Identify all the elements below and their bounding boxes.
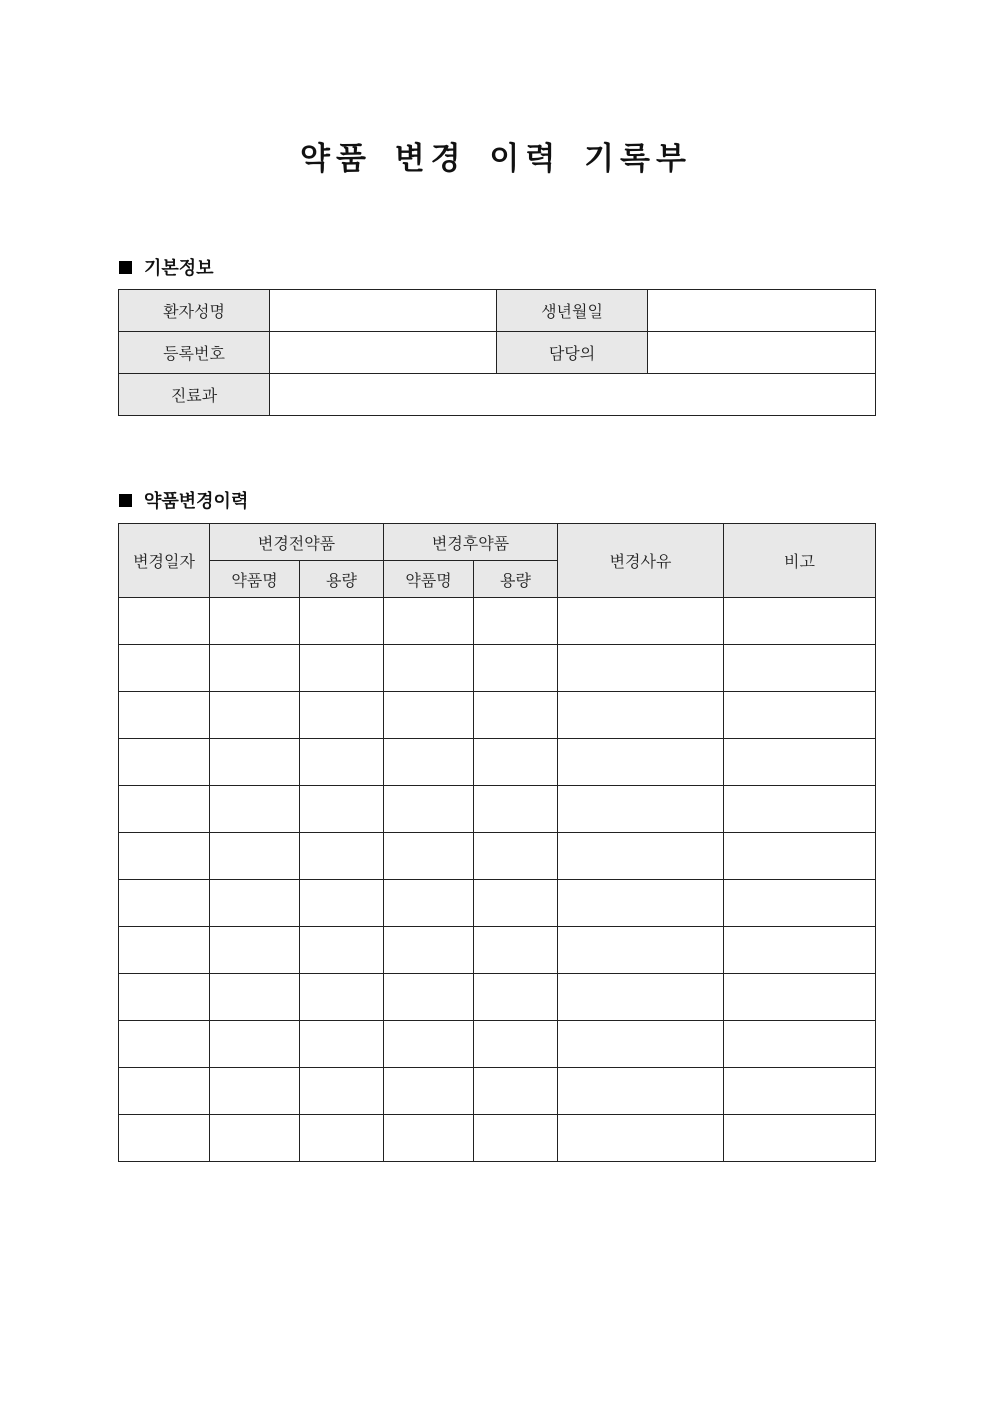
- square-bullet-icon: [119, 494, 132, 507]
- change-date-cell[interactable]: [119, 1068, 210, 1115]
- remarks-header: 비고: [724, 524, 876, 598]
- after-dosage-cell[interactable]: [474, 1068, 558, 1115]
- after-dosage-cell[interactable]: [474, 598, 558, 645]
- before-dosage-cell[interactable]: [300, 739, 384, 786]
- before-dosage-cell[interactable]: [300, 1021, 384, 1068]
- department-label: 진료과: [119, 374, 270, 416]
- before-drug-name-cell[interactable]: [210, 692, 300, 739]
- remarks-cell[interactable]: [724, 645, 876, 692]
- after-dosage-cell[interactable]: [474, 833, 558, 880]
- change-reason-cell[interactable]: [558, 739, 724, 786]
- before-drug-name-cell[interactable]: [210, 786, 300, 833]
- history-heading: [119, 487, 248, 513]
- change-date-cell[interactable]: [119, 880, 210, 927]
- before-dosage-cell[interactable]: [300, 927, 384, 974]
- history-title: 약품변경이력: [144, 491, 249, 512]
- before-drug-name-cell[interactable]: [210, 927, 300, 974]
- before-drug-header: 변경전약품: [210, 524, 384, 561]
- table-row: [119, 974, 876, 1021]
- change-reason-cell[interactable]: [558, 692, 724, 739]
- remarks-cell[interactable]: [724, 974, 876, 1021]
- table-row: [119, 692, 876, 739]
- change-reason-header: 변경사유: [558, 524, 724, 598]
- before-drug-name-cell[interactable]: [210, 1068, 300, 1115]
- table-row: [119, 1021, 876, 1068]
- remarks-cell[interactable]: [724, 833, 876, 880]
- before-dosage-cell[interactable]: [300, 880, 384, 927]
- remarks-cell[interactable]: [724, 880, 876, 927]
- change-date-cell[interactable]: [119, 927, 210, 974]
- basic-info-table: [118, 289, 876, 416]
- change-date-cell[interactable]: [119, 1021, 210, 1068]
- after-drug-name-cell[interactable]: [384, 1021, 474, 1068]
- physician-label: 담당의: [497, 332, 648, 374]
- remarks-cell[interactable]: [724, 786, 876, 833]
- before-dosage-cell[interactable]: [300, 1115, 384, 1162]
- change-reason-cell[interactable]: [558, 1021, 724, 1068]
- registration-no-label: 등록번호: [119, 332, 270, 374]
- table-row: [119, 927, 876, 974]
- table-row: [119, 833, 876, 880]
- square-bullet-icon: [119, 261, 132, 274]
- before-dosage-cell[interactable]: [300, 786, 384, 833]
- before-dosage-cell[interactable]: [300, 598, 384, 645]
- after-dosage-cell[interactable]: [474, 1115, 558, 1162]
- basic-info-title: 기본정보: [144, 258, 214, 279]
- before-drug-name-cell[interactable]: [210, 1021, 300, 1068]
- department-field[interactable]: [270, 374, 876, 416]
- page-title: 약품 변경 이력 기록부: [300, 141, 692, 177]
- change-date-cell[interactable]: [119, 598, 210, 645]
- after-drug-header: 변경후약품: [384, 524, 558, 561]
- before-dosage-header: 용량: [300, 561, 384, 598]
- before-drug-name-cell[interactable]: [210, 974, 300, 1021]
- after-drug-name-cell[interactable]: [384, 927, 474, 974]
- table-row: [119, 1115, 876, 1162]
- table-row: [119, 880, 876, 927]
- change-reason-cell[interactable]: [558, 927, 724, 974]
- change-reason-cell[interactable]: [558, 1115, 724, 1162]
- change-reason-cell[interactable]: [558, 833, 724, 880]
- before-drug-name-cell[interactable]: [210, 833, 300, 880]
- table-row: [119, 739, 876, 786]
- before-dosage-cell[interactable]: [300, 1068, 384, 1115]
- registration-no-field[interactable]: [270, 332, 497, 374]
- change-reason-cell[interactable]: [558, 786, 724, 833]
- table-row: [119, 786, 876, 833]
- after-drug-name-cell[interactable]: [384, 692, 474, 739]
- change-date-cell[interactable]: [119, 739, 210, 786]
- change-date-cell[interactable]: [119, 1115, 210, 1162]
- after-dosage-cell[interactable]: [474, 927, 558, 974]
- change-reason-cell[interactable]: [558, 880, 724, 927]
- change-date-cell[interactable]: [119, 786, 210, 833]
- change-reason-cell[interactable]: [558, 645, 724, 692]
- before-drug-name-cell[interactable]: [210, 739, 300, 786]
- before-drug-name-cell[interactable]: [210, 598, 300, 645]
- after-drug-name-cell[interactable]: [384, 739, 474, 786]
- remarks-cell[interactable]: [724, 692, 876, 739]
- before-dosage-cell[interactable]: [300, 645, 384, 692]
- change-reason-cell[interactable]: [558, 1068, 724, 1115]
- remarks-cell[interactable]: [724, 598, 876, 645]
- after-dosage-cell[interactable]: [474, 974, 558, 1021]
- remarks-cell[interactable]: [724, 927, 876, 974]
- remarks-cell[interactable]: [724, 739, 876, 786]
- table-row: [119, 598, 876, 645]
- remarks-cell[interactable]: [724, 1115, 876, 1162]
- before-dosage-cell[interactable]: [300, 833, 384, 880]
- before-drug-name-cell[interactable]: [210, 880, 300, 927]
- after-dosage-cell[interactable]: [474, 739, 558, 786]
- table-row: [119, 1068, 876, 1115]
- drug-history-table: [118, 523, 876, 1162]
- after-dosage-header: 용량: [474, 561, 558, 598]
- before-dosage-cell[interactable]: [300, 692, 384, 739]
- after-drug-name-cell[interactable]: [384, 786, 474, 833]
- before-drug-name-cell[interactable]: [210, 1115, 300, 1162]
- after-drug-name-cell[interactable]: [384, 880, 474, 927]
- change-date-cell[interactable]: [119, 645, 210, 692]
- table-row: [119, 645, 876, 692]
- change-reason-cell[interactable]: [558, 974, 724, 1021]
- before-dosage-cell[interactable]: [300, 974, 384, 1021]
- birth-date-field[interactable]: [648, 290, 876, 332]
- change-date-header: 변경일자: [119, 524, 210, 598]
- after-drug-name-cell[interactable]: [384, 1115, 474, 1162]
- after-dosage-cell[interactable]: [474, 1021, 558, 1068]
- before-drug-name-header: 약품명: [210, 561, 300, 598]
- change-date-cell[interactable]: [119, 692, 210, 739]
- before-drug-name-cell[interactable]: [210, 645, 300, 692]
- after-drug-name-header: 약품명: [384, 561, 474, 598]
- after-drug-name-cell[interactable]: [384, 598, 474, 645]
- after-drug-name-cell[interactable]: [384, 833, 474, 880]
- after-drug-name-cell[interactable]: [384, 645, 474, 692]
- basic-info-heading: [119, 254, 214, 280]
- change-date-cell[interactable]: [119, 833, 210, 880]
- patient-name-field[interactable]: [270, 290, 497, 332]
- remarks-cell[interactable]: [724, 1021, 876, 1068]
- after-dosage-cell[interactable]: [474, 880, 558, 927]
- after-dosage-cell[interactable]: [474, 645, 558, 692]
- after-dosage-cell[interactable]: [474, 692, 558, 739]
- after-drug-name-cell[interactable]: [384, 1068, 474, 1115]
- patient-name-label: 환자성명: [119, 290, 270, 332]
- birth-date-label: 생년월일: [497, 290, 648, 332]
- after-drug-name-cell[interactable]: [384, 974, 474, 1021]
- change-reason-cell[interactable]: [558, 598, 724, 645]
- physician-field[interactable]: [648, 332, 876, 374]
- after-dosage-cell[interactable]: [474, 786, 558, 833]
- change-date-cell[interactable]: [119, 974, 210, 1021]
- remarks-cell[interactable]: [724, 1068, 876, 1115]
